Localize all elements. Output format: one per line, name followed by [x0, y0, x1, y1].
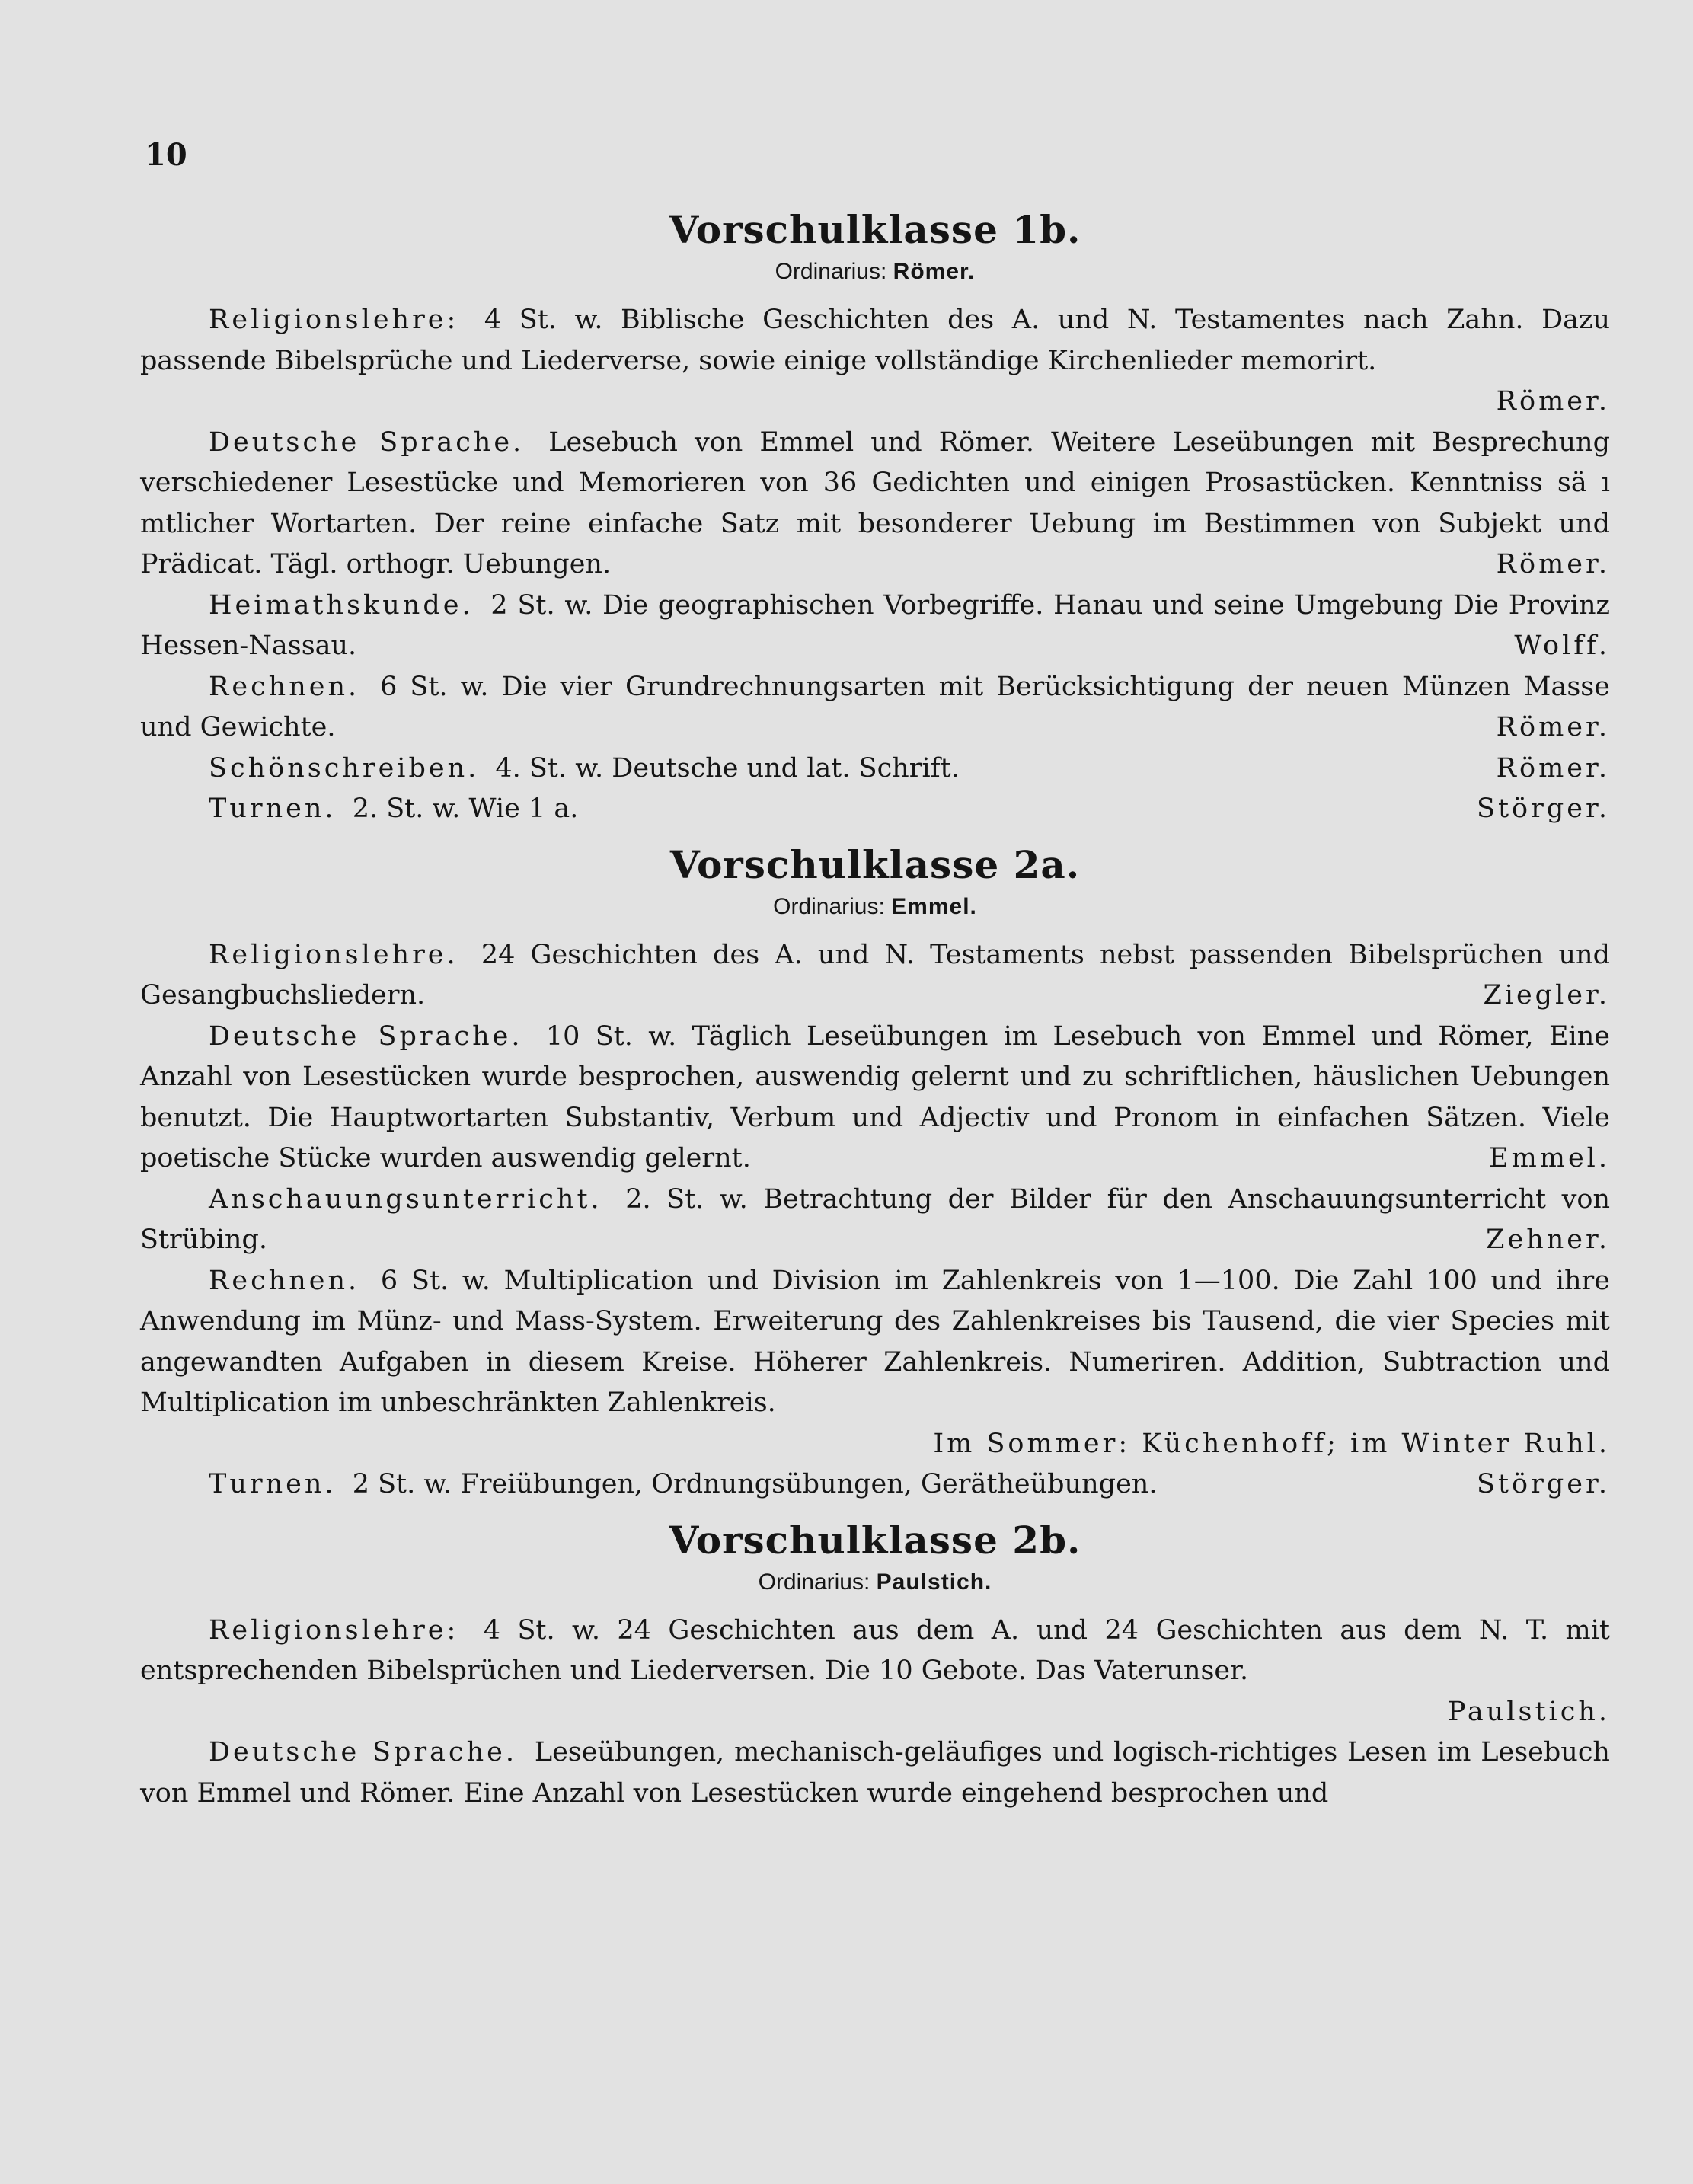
subject-text: 2. St. w. Wie 1 a. [352, 793, 579, 824]
subject-name: Heimathskunde. [209, 589, 474, 621]
section-title: Vorschulklasse 1b. [669, 207, 1081, 252]
subject-entry [140, 1180, 1610, 1261]
subject-name: Schönschreiben. [209, 752, 480, 784]
subject-name: Deutsche Sprache. [209, 1020, 523, 1052]
subject-name: Deutsche Sprache. [209, 426, 525, 458]
subject-entry [140, 749, 1610, 790]
subject-text: 10 St. w. Täglich Leseübungen im Lesebuch von Emmel und Römer, Eine Anzahl von Lesestücken wurde besprochen, auswendig gelernt und zu schriftlichen, häuslichen Uebungen benutzt. Die Hauptwortarten Substantiv, Verbum und Adjectiv und Pronom in einfachen Sätzen. Viele poetische Stücke wurden auswendig gelernt. [140, 1020, 1610, 1173]
ordinarius-label: Ordinarius: [758, 1569, 870, 1595]
section-title: Vorschulklasse 2a. [669, 841, 1081, 887]
ordinarius-label: Ordinarius: [773, 893, 885, 919]
ordinarius-name: Paulstich. [876, 1569, 992, 1595]
subject-name: Turnen. [209, 1469, 337, 1499]
subject-text: 4. St. w. Deutsche und lat. Schrift. [495, 752, 960, 784]
subject-entry [140, 1017, 1610, 1180]
subject-text: 6 St. w. Multiplication und Division im Zahlenkreis von 1—100. Die Zahl 100 und ihre Anwendung im Münz- und Mass-System. Erweiterung des Zahlenkreises bis Tausend, die vier Species mit angewandten Aufgaben in diesem Kreise. Höherer Zahlenkreis. Numeriren. Addition, Subtraction und Multiplication im unbeschränkten Zahlenkreis. [140, 1265, 1610, 1418]
section-vorschulklasse-2a [140, 841, 1610, 1505]
ordinarius-label: Ordinarius: [775, 259, 887, 284]
subject-text: 4 St. w. Biblische Geschichten des A. und N. Testamentes nach Zahn. Dazu passende Bibelsprüche und Liederverse, sowie einige vollständige Kirchenlieder memorirt. [140, 305, 1610, 376]
subject-name: Religionslehre: [209, 1614, 459, 1646]
section-vorschulklasse-2b [140, 1516, 1610, 1815]
subject-name: Rechnen. [209, 671, 360, 702]
subject-entry [140, 667, 1610, 749]
subject-entry [140, 789, 1610, 830]
page-number: 10 [145, 137, 187, 173]
teacher-name: Zehner. [1486, 1225, 1610, 1255]
subject-name: Deutsche Sprache. [209, 1737, 517, 1767]
teacher-name: Emmel. [1489, 1143, 1610, 1173]
teacher-name: Störger. [1477, 1469, 1610, 1499]
page-content [140, 206, 1610, 1814]
subject-entry [140, 935, 1610, 1017]
subject-name: Anschauungsunterricht. [209, 1183, 602, 1215]
subject-entry [140, 586, 1610, 667]
subject-name: Rechnen. [209, 1265, 360, 1296]
subject-text: Leseübungen, mechanisch-geläufiges und logisch-richtiges Lesen im Lesebuch von Emmel und Römer. Eine Anzahl von Lesestücken wurde eingehend besprochen und [140, 1737, 1610, 1809]
subject-entry [140, 423, 1610, 586]
ordinarius-line [140, 889, 1610, 924]
teacher-name: Wolff. [1514, 631, 1610, 661]
teacher-name: Im Sommer: Küchenhoff; im Winter Ruhl. [933, 1428, 1610, 1459]
subject-text: 4 St. w. 24 Geschichten aus dem A. und 24 Geschichten aus dem N. T. mit entsprechenden Bibelsprüchen und Liederversen. Die 10 Gebote. Das Vaterunser. [140, 1614, 1610, 1686]
teacher-name: Störger. [1477, 793, 1610, 824]
subject-entry [140, 1464, 1610, 1505]
subject-text: 6 St. w. Die vier Grundrechnungsarten mit Berücksichtigung der neuen Münzen Masse und Gewichte. [140, 671, 1610, 742]
subject-text: 24 Geschichten des A. und N. Testaments nebst passenden Bibelsprüchen und Gesangbuchsliedern. [140, 939, 1610, 1011]
ordinarius-line [140, 254, 1610, 289]
section-title: Vorschulklasse 2b. [669, 1517, 1081, 1563]
teacher-name: Römer. [1496, 712, 1610, 742]
ordinarius-name: Emmel. [891, 893, 977, 919]
subject-entry [140, 1611, 1610, 1692]
ordinarius-name: Römer. [893, 259, 976, 284]
subject-text: 2 St. w. Die geographischen Vorbegriffe. Hanau und seine Umgebung Die Provinz Hessen-Nassau. [140, 589, 1610, 661]
subject-name: Religionslehre: [209, 305, 459, 335]
teacher-name: Paulstich. [1447, 1696, 1610, 1727]
subject-name: Turnen. [209, 793, 337, 824]
teacher-name: Römer. [1496, 386, 1610, 417]
subject-text: 2 St. w. Freiübungen, Ordnungsübungen, Gerätheübungen. [352, 1469, 1158, 1499]
subject-entry [140, 1261, 1610, 1424]
teacher-name: Römer. [1496, 549, 1610, 580]
subject-text: 2. St. w. Betrachtung der Bilder für den Anschauungsunterricht von Strübing. [140, 1183, 1610, 1255]
subject-text: Lesebuch von Emmel und Römer. Weitere Leseübungen mit Besprechung verschiedener Lesestücke und Memorieren von 36 Gedichten und einigen Prosastücken. Kenntniss sä ı mtlicher Wortarten. Der reine einfache Satz mit besonderer Uebung im Bestimmen von Subjekt und Prädicat. Tägl. orthogr. Uebungen. [140, 426, 1610, 580]
teacher-name: Ziegler. [1483, 980, 1610, 1011]
teacher-name: Römer. [1496, 752, 1610, 784]
subject-entry [140, 1732, 1610, 1814]
ordinarius-line [140, 1565, 1610, 1600]
subject-name: Religionslehre. [209, 939, 458, 970]
section-vorschulklasse-1b [140, 206, 1610, 830]
subject-entry [140, 300, 1610, 382]
